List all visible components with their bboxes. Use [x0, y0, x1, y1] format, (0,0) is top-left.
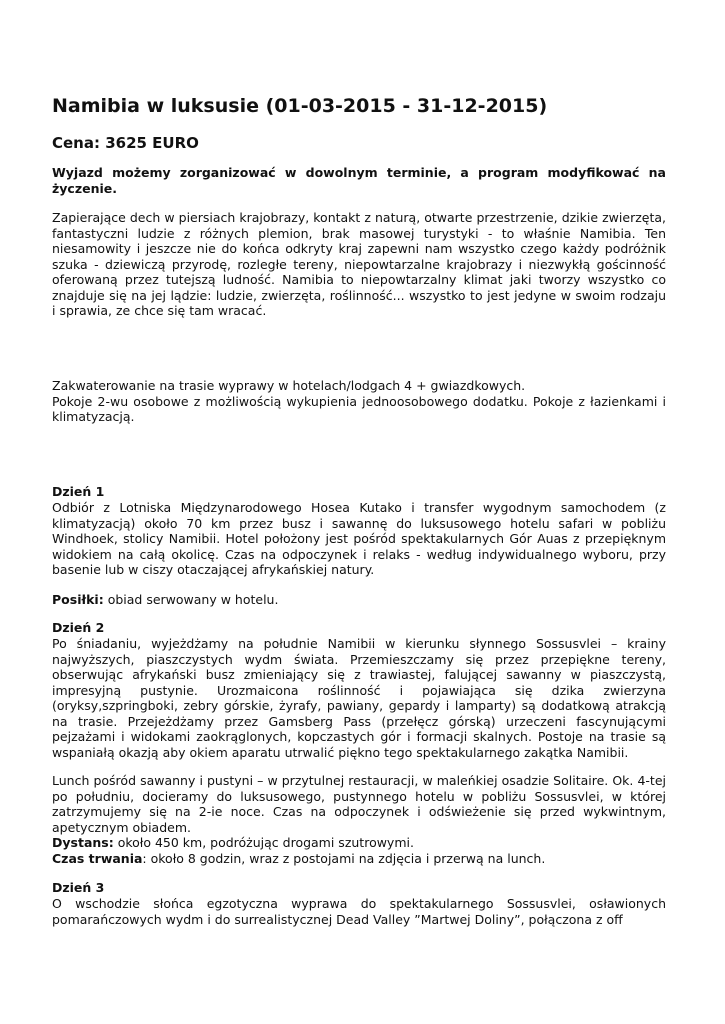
meals-label: Posiłki: — [52, 592, 104, 607]
intro-paragraph: Zapierające dech w piersiach krajobrazy, kontakt z naturą, otwarte przestrzenie, dzikie zwierzęta, fantastyczni ludzie z różnych plemion, brak masowej turystyki - to właśnie Namibia. Ten niesamowity i jeszcze nie do końca odkryty kraj zapewni nam wszystko czego każdy podróżnik szuka - dziewiczą przyrodę, rozległe tereny, niepowtarzalne krajobrazy i niezwykłą gościnność oferowaną przez tutejszą ludność. Namibia to niepowtarzalny klimat jaki tworzy wszystko co znajduje się na jej lądzie: ludzie, zwierzęta, roślinność... wszystko to jest jedyne w swoim rodzaju i sprawia, ze chce się tam wracać. — [52, 210, 666, 318]
duration-text: : około 8 godzin, wraz z postojami na zdjęcia i przerwą na lunch. — [142, 850, 546, 866]
duration-label: Czas trwania — [52, 850, 143, 866]
price-heading: Cena: 3625 EURO — [52, 134, 199, 152]
day1-paragraph: Odbiór z Lotniska Międzynarodowego Hosea Kutako i transfer wygodnym samochodem (z klimatyzacją) około 70 km przez busz i sawannę do luksusowego hotelu safari w pobliżu Windhoek, stolicy Namibii. Hotel położony jest pośród spektakularnych Gór Auas z przepięknym widokiem na całą okolicę. Czas na odpoczynek i relaks - według indywidualnego wyboru, przy basenie lub w ciszy otaczającej afrykańskiej natury. — [52, 500, 666, 577]
page-title: Namibia w luksusie (01-03-2015 - 31-12-2015) — [52, 95, 548, 117]
day3-heading: Dzień 3 — [52, 880, 105, 895]
document-content — [52, 95, 666, 927]
accommodation-line-2: Pokoje 2-wu osobowe z możliwością wykupienia jednoosobowego dodatku. Pokoje z łazienkami i klimatyzacją. — [52, 393, 666, 424]
day2-lunch-text: Lunch pośród sawanny i pustyni – w przytulnej restauracji, w maleńkiej osadzie Solitaire. Ok. 4-tej po południu, docieramy do luksusowego, pustynnego hotelu w pobliżu Sossusvlei, w której zatrzymujemy się na 2-ie noce. Czas na odpoczynek i odświeżenie się przed wykwintnym, apetycznym obiadem. — [52, 773, 666, 835]
distance-label: Dystans: — [52, 835, 114, 850]
day2-lunch-paragraph — [52, 773, 666, 866]
accommodation-line-1: Zakwaterowanie na trasie wyprawy w hotelach/lodgach 4 + gwiazdkowych. — [52, 378, 526, 393]
meals-text: obiad serwowany w hotelu. — [103, 592, 279, 607]
intro-bold-paragraph: Wyjazd możemy zorganizować w dowolnym terminie, a program modyfikować na życzenie. — [52, 165, 666, 196]
day2-paragraph: Po śniadaniu, wyjeżdżamy na południe Namibii w kierunku słynnego Sossusvlei – krainy najwyższych, piaszczystych wydm świata. Przemieszczamy się przez przepiękne tereny, obserwując afrykański busz zmieniający się z trawiastej, falującej sawanny w piaszczystą, impresyjną pustynie. Urozmaicona roślinność i pojawiająca się dzika zwierzyna (oryksy,szpringboki, zebry górskie, żyrafy, pawiany, gepardy i lamparty) są dodatkową atrakcją na trasie. Przejeżdżamy przez Gamsberg Pass (przełęcz górską) urzeczeni fascynującymi pejzażami i widokami zaokrąglonych, kopczastych gór i formacji skalnych. Postoje na trasie są wspaniałą okazją aby okiem aparatu utrwalić piękno tego spektakularnego zakątka Namibii. — [52, 636, 666, 760]
day1-meals — [52, 592, 666, 608]
day3-paragraph: O wschodzie słońca egzotyczna wyprawa do spektakularnego Sossusvlei, osławionych pomarańczowych wydm i do surrealistycznej Dead Valley ”Martwej Doliny”, połączona z off — [52, 896, 666, 927]
accommodation-paragraph — [52, 378, 666, 425]
day2-heading: Dzień 2 — [52, 620, 105, 635]
day1-heading: Dzień 1 — [52, 484, 105, 499]
distance-text: około 450 km, podróżując drogami szutrowymi. — [113, 835, 414, 850]
